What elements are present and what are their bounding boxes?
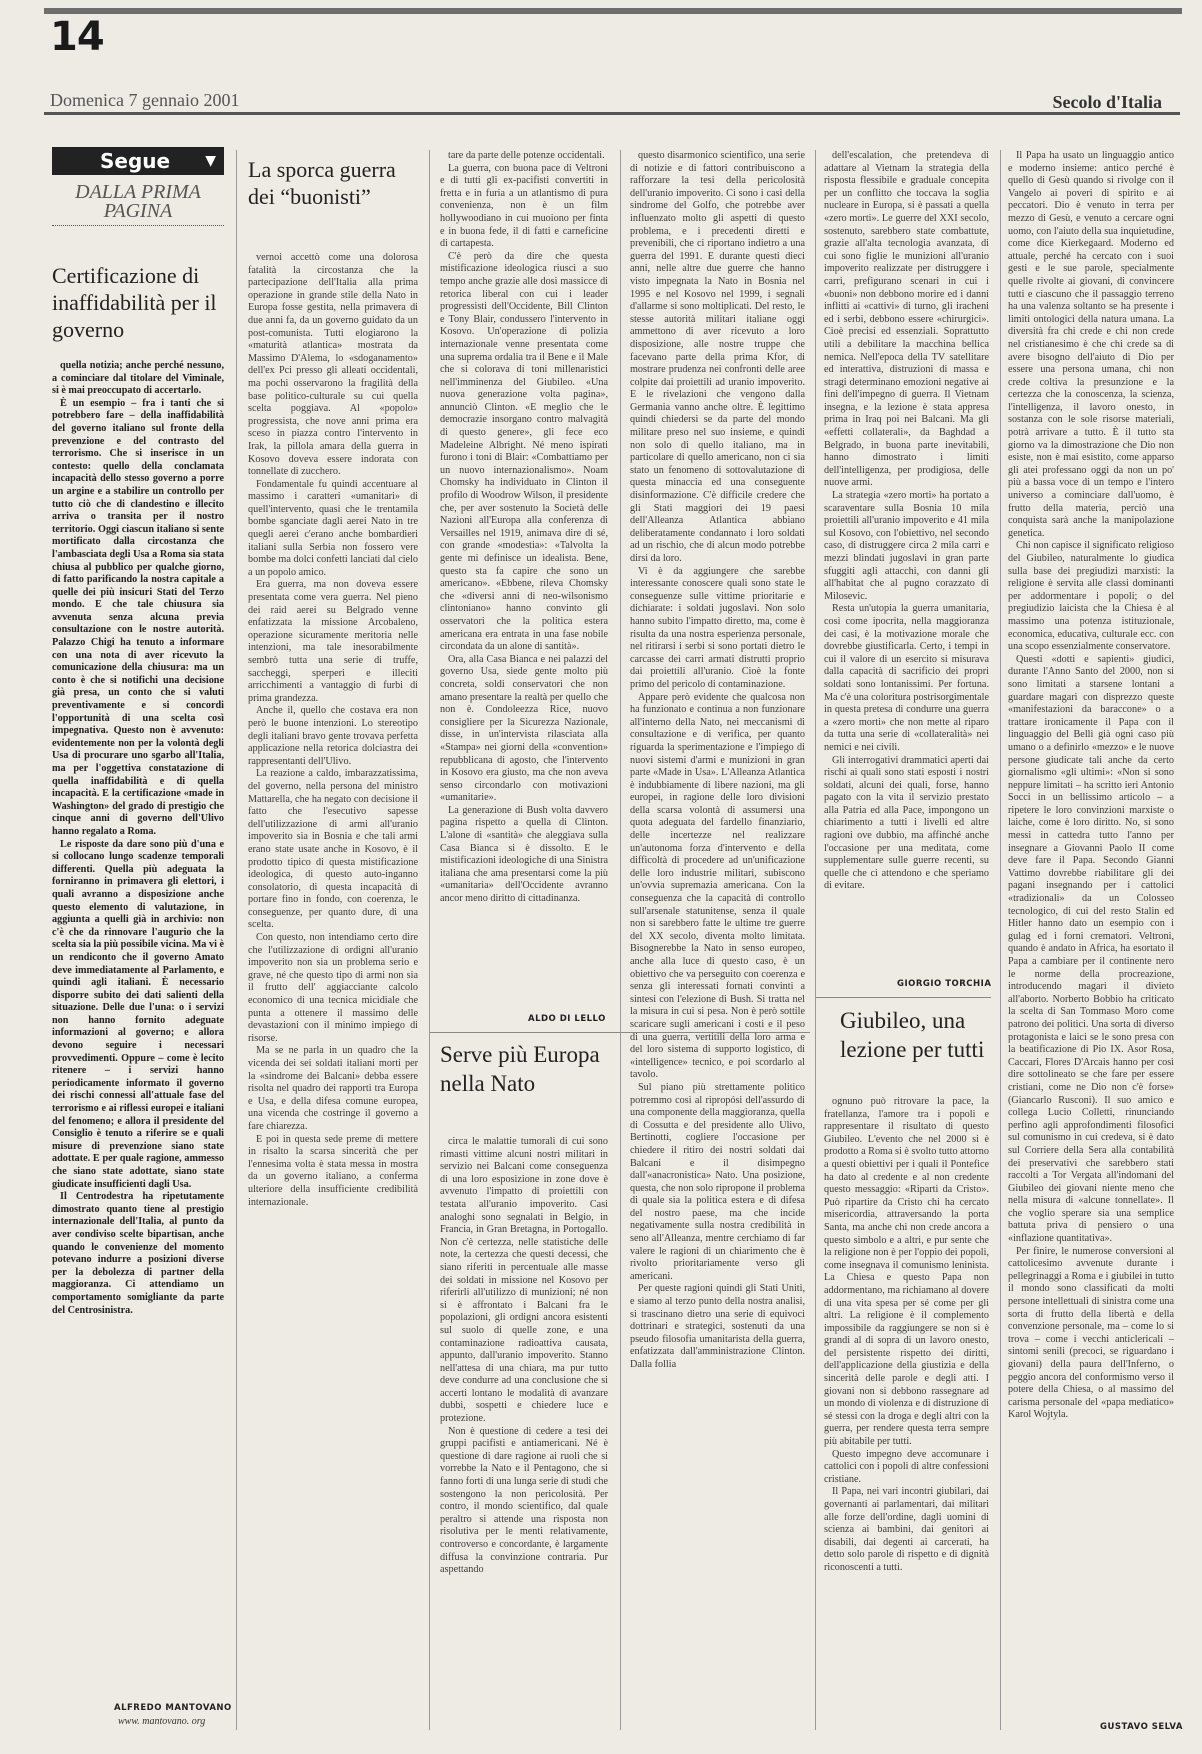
paragraph: Ora, alla Casa Bianca e nei palazzi del governo Usa, siede gente molto più concreta, soldi conservatori che non amano presentare la realtà per quello che non è. Condoleezza Rice, nuovo consigliere per la Sicurezza Nazionale, disse, in un'intervista rilasciata alla «Stampa» nei giorni della «convention» repubblicana di agosto, che l'intervento in Kosovo era giusto, ma che non aveva senso circondarlo con motivazioni «umanitarie». xyxy=(440,653,608,804)
paragraph: dell'escalation, che pretendeva di adattare al Vietnam la strategia della risposta flessibile e graduale concepita per un conflitto che toccava la soglia nucleare in Europa, si è passati a quella «zero morti». Le guerre del XXI secolo, sostenuto, sarebbero state combattute, grazie all'alta tecnologia avanzata, di cui sono figlie le munizioni all'uranio impoverito realizzate per distruggere i carri, prefigurano scenari in cui i «buoni» non debbono morire ed i danni inflitti ai «cattivi» di turno, gli iracheni ed i serbi, debbono essere «chirurgici». Cioè precisi ed essenziali. Soprattutto utili a debilitare la macchina bellica nemica. Nell'epoca della TV satellitare ed interattiva, distruzioni di massa e stragi determinano emozioni negative ai fini dell'impegno di guerra. Il Vietnam insegna, e la lezione è stata appresa prima in Iraq poi nei Balcani. Ma gli «effetti collaterali», da Baghdad a Belgrado, in buona parte inevitabili, hanno dimostrato i limiti dell'intelligenza, per prodigiosa, delle nuove armi. xyxy=(824,150,989,489)
paragraph: Il Papa, nei vari incontri giubilari, dai governanti ai parlamentari, dai militari alle forze dell'ordine, dagli uomini di scienza ai bambini, dai genitori ai disabili, dai degenti ai carcerati, ha detto solo parole di rispetto e di dignità riconoscenti a tutti. xyxy=(824,1486,989,1573)
article6-body xyxy=(1008,150,1174,1716)
section-rule xyxy=(816,997,991,998)
paragraph: Sul piano più strettamente politico potremmo così al ripropósi dell'assurdo di una componente della maggioranza, quella di Cossutta e del presidente allo Ulivo, Bertinotti, cogliere l'occasione per chiedere il ritiro dei nostri soldati dai Balcani e il disimpegno dall'«anacronistica» Nato. Una posizione, questa, che non solo ripropone il problema di quale sia la politica estera e di difesa del nostro paese, ma che incide negativamente sulla nostra credibilità in seno all'Alleanza, mentre cerchiamo di far valere le ragioni di un chiarimento che è rivolto prioritariamente verso gli americani. xyxy=(630,1081,805,1282)
issue-date: Domenica 7 gennaio 2001 xyxy=(50,90,240,110)
paragraph: Per finire, le numerose conversioni al cattolicesimo avvenute durante i pellegrinaggi a Roma e i giubilei in tutto il mondo sono classificati da molti persone intellettuali di sinistra come una sorta di frutto della libertà e della convenzione personale, ma – come lo si trova – come i vecchi anticlericali – sintomi senili (precoci, se riguardano i giovani) della paura dell'Inferno, o peggio ancora del conformismo verso il potere della Chiesa, o al massimo del carisma personale del «papa mediatico» Karol Wojtyla. xyxy=(1008,1245,1174,1421)
column-divider xyxy=(620,150,621,1730)
paragraph: Il Centrodestra ha ripetutamente dimostrato quanto tiene al prestigio internazionale dell'Italia, al punto da aver condiviso scelte bipartisan, anche quando le convenienze del momento potevano indurre a posizioni diverse per la debolezza di partner della maggioranza. Ci attendiamo un comportamento somigliante da parte del Centrosinistra. xyxy=(52,1191,224,1316)
paragraph: C'è però da dire che questa mistificazione ideologica riuscì a suo tempo anche grazie alle dosi massicce di retorica liberal con cui i leader progressisti dell'Occidente, Bill Clinton e Tony Blair, condussero l'intervento in Kosovo. Un'operazione di polizia internazionale venne presentata come una suprema ordalia tra il Bene e il Male che si colorava di toni millenaristici nell'imminenza del Giubileo. «Una nuova generazione volta pagina», annunciò Clinton. «E meglio che le democrazie insorgano contro malvagità di questo genere», gli fece eco Madeleine Albright. Né meno ispirati furono i toni di Blair: «Combattiamo per un nuovo internazionalismo». Noam Chomsky ha individuato in Clinton il profilo di Woodrow Wilson, il presidente che, per aver sostenuto la Società delle Nazioni all'Europa alla conferenza di Versailles nel 1919, animava dire di sé, con grande «modestia»: «Talvolta la gente mi definisce un idealista. Bene, questo sta fa capire che sono un americano». «Ebbene, rileva Chomsky che «diversi anni di neo-wilsonismo clintoniano» hanno convinto gli osservatori che la politica estera americana era entrata in una fase nobile circondata da un alone di santità». xyxy=(440,250,608,653)
paragraph: Questi «dotti e sapienti» giudici, durante l'Anno Santo del 2000, non si sono limitati a starsene lontani a guardare magari con disprezzo queste «manifestazioni da baraccone» o a trattare ironicamente il Papa con il linguaggio del Belli già ogni caso più umano o a definirlo «mezzo» e le nuove persone giudicate tali anche da certo giornalismo «gli ultimi»: «Non si sono neppure limitati – ha scritto ieri Antonio Socci in un bellissimo articolo – a ripetere le loro convinzioni marxiste o laiche, come è loro diritto. No, si sono messi in cattedra tutto l'anno per insegnare a Giovanni Paolo II come deve fare il Papa. Secondo Gianni Vattimo dovrebbe riabilitare gli dei pagani insegnando per i cattolici «tradizionali» da un Colosseo tecnologico, di cui del resto Stalin ed Hitler hanno dato un esempio con i gulag ed i forni crematori. Veltroni, quando è andato in Africa, ha esortato il Papa a cambiare per il continente nero le norme della procreazione, introducendo magari il divieto all'aborto. Norberto Bobbio ha criticato la scelta di San Tommaso Moro come patrono dei politici. Una sorta di diverso protagonista e laici se le sono presa con la beatificazione di Pio IX. Asor Rosa, Caccari, Flores D'Arcais hanno per così dire sottolineato se che fare per essere cristiani, come ne Dio non c'è forse» (Giancarlo Rusconi). Il suo amico e collega Lucio Colletti, rinunciando perfino agli approfondimenti filosofici sul comunismo in cui credeva, si è dato sul Corriere della Sera alla contabilità dei preservativi che sarebbero stati raccolti a Tor Vergata all'indomani del Giubileo dei giovani niente meno che nella misura di «alcune tonnellate». Il che voglio sperare sia una semplice battuta priva di pensiero o una «inflazione quantitativa». xyxy=(1008,653,1174,1245)
article5-body xyxy=(824,1096,989,1730)
paragraph: Resta un'utopia la guerra umanitaria, così come ipocrita, nella maggioranza dei casi, è la motivazione morale che dovrebbe giustificarla. Certo, i tempi in cui il valore di un esercito si misurava dalla capacità di sacrificio dei propri soldati sono lontanissimi. Per fortuna. Ma c'è una coloritura postrisorgimentale in questa pretesa di condurre una guerra a «zero morti» che non mette al riparo da tutta una serie di «collateralità» nei nemici e nei civili. xyxy=(824,603,989,753)
article2-title: La sporca guerra dei “buonisti” xyxy=(248,157,396,209)
paragraph: circa le malattie tumorali di cui sono rimasti vittime alcuni nostri militari in servizio nei Balcani come conseguenza di una loro esposizione in zone dove è avvenuto l'impatto di proiettili con testata all'uranio impoverito. Casi analoghi sono segnalati in Belgio, in Francia, in Gran Bretagna, in Portogallo. Non c'è certezza, nelle statistiche delle note, la certezza che questi decessi, che siano riferiti in percentuale alle masse dei soldati in missione nel Kosovo per riferirli all'utilizzo di munizioni; né non si è affrontato i Balcani fra le popolazioni, gli ordigni ancora esistenti sul suolo di quelle zone, e una contaminazione radioattiva causata, appunto, dall'uranio impoverito. Stanno nell'attesa di una chiara, ma pur tutto deve condurre ad una conclusione che si accerti lontano le modalità di avanzare dubbi, sospetti e chiedere luce e protezione. xyxy=(440,1136,608,1425)
segue-label: Segue xyxy=(100,149,171,173)
column-divider xyxy=(236,150,237,1730)
triangle-down-icon: ▼ xyxy=(205,153,216,169)
article5-title: Giubileo, una lezione per tutti xyxy=(840,1008,985,1062)
column-divider xyxy=(815,150,816,1730)
paragraph: Chi non capisce il significato religioso del Giubileo, naturalmente lo giudica sulla base dei pregiudizi marxisti: la religione è servita alle classi dominanti per addormentare i popoli; o del pregiudizio laicista che la Chiesa è al massimo una potenza istituzionale, economica, educativa, culturale ecc. con una scopo essenzialmente conservatore. xyxy=(1008,540,1174,653)
paragraph: Le risposte da dare sono più d'una e si collocano lungo scadenze temporali differenti. Quella più adeguata la forniranno in primavera gli elettori, i quali avranno a disposizione anche questo elemento di valutazione, in aggiunta a quelli già in archivio: non c'è che da rinnovare l'augurio che la scelta sia la più possibile vicina. Ma vi è un rendiconto che il governo Amato deve immediatamente al Parlamento, e quindi agli italiani. È necessario disporre subito dei dati salienti della situazione. Delle due l'una: o i servizi non hanno fornito adeguate informazioni al governo; e allora devono seguire i necessari provvedimenti. Oppure – come è lecito ritenere – i servizi hanno periodicamente informato il governo dei rischi connessi all'attuale fase del terrorismo e ai riflessi europei e italiani del fenomeno; e allora il presidente del Consiglio è tenuto a riferire se e quali misure di prevenzione siano state adottate. E per quale ragione, ammesso che siano state adottate, siano state giudicate insufficienti dagli Usa. xyxy=(52,838,224,1190)
article2-author: ALDO DI LELLO xyxy=(528,1014,606,1024)
article3-continued xyxy=(630,150,805,1730)
article2-continued xyxy=(440,150,608,1010)
paragraph: Anche il, quello che costava era non però le buone intenzioni. Lo stereotipo degli italiani bravo gente trovava perfetta applicazione nella retorica dolciastra dei rappresentanti dell'Ulivo. xyxy=(248,705,418,767)
column-divider xyxy=(429,150,430,1730)
paragraph: Questo impegno deve accomunare i cattolici con i popoli di altre confessioni cristiane. xyxy=(824,1448,989,1485)
paragraph: Non è questione di cedere a tesi dei gruppi pacifisti e antiamericani. Né è questione di dare ragione ai ruoli che si vorrebbe la Nato e il Pentagono, che si fanno forti di una lunga serie di studi che sostengono la non pericolosità. Per contro, il mondo scientifico, dal quale peraltro si attende una risposta non risolutiva per le menti relativamente, controverso e concordante, è largamente diffusa la convinzione contraria. Pur aspettando xyxy=(440,1425,608,1576)
paragraph: quella notizia; anche perché nessuno, a cominciare dal titolare del Viminale, si è mai preoccupato di accertarlo. xyxy=(52,360,224,397)
top-border-bar xyxy=(44,8,1182,14)
paragraph: Appare però evidente che qualcosa non ha funzionato e continua a non funzionare all'interno della Nato, nei meccanismi di consultazione e di verifica, per quanto riguarda la sperimentazione e l'impiego di nuovi sistemi d'armi e munizioni in gran parte «Made in Usa». L'Alleanza Atlantica è indubbiamente di libere nazioni, ma gli europei, in ragione delle loro divisioni della scarsa volontà di assumersi una quota adeguata del fardello finanziario, delle incertezze nel realizzare un'autonoma forza d'intervento e della difficoltà di procedere ad un'unificazione delle loro industrie militari, subiscono un'ovvia supremazia americana. Con la conseguenza che la capacità di controllo sull'arsenale statunitense, senza il quale non si sarebbero fatte le ultime tre guerre del XX secolo, diventa molto limitata. Bisognerebbe la Nato in senso europeo, anche alla luce di questo caso, è un obiettivo che va perseguito con coerenza e senza gli interessati fornati convinti a sintesi con l'elezione di Bush. Si tratta nel la misura in cui si pesa. Non è però sottile scaricare sugli americani i costi e il peso di una guerra, vertitili della loro arma e del loro sistema di supporto logistico, di «intelligence» tecnico, e poi scordarlo al tavolo. xyxy=(630,691,805,1081)
paragraph: Per queste ragioni quindi gli Stati Uniti, e siamo al terzo punto della nostra analisi, si trascinano dietro una serie di equivoci dottrinari e strategici, sostenuti da una pseudo filosofia umanitarista della guerra, enfatizzata dall'amministrazione Clinton. Dalla follia xyxy=(630,1283,805,1370)
paragraph: La generazione di Bush volta davvero pagina rispetto a quella di Clinton. L'alone di «santità» che aleggiava sulla Casa Bianca si è dissolto. E le mistificazioni ideologiche di una Sinistra italiana che ama presentarsi come la più «umanitaria» dell'Occidente avranno ancor meno diritto di cittadinanza. xyxy=(440,804,608,905)
segue-subtitle: DALLA PRIMA PAGINA xyxy=(52,183,224,226)
article4-author: GIORGIO TORCHIA xyxy=(897,979,992,989)
article3-body xyxy=(440,1136,608,1730)
article1-title: Certificazione di inaffidabilità per il governo xyxy=(52,263,217,342)
article4-body xyxy=(824,150,989,970)
newspaper-masthead: Secolo d'Italia xyxy=(1052,92,1162,112)
header-rule xyxy=(44,112,1180,115)
paragraph: La reazione a caldo, imbarazzatissima, del governo, nella persona del ministro Mattarella, che ha negato con decisione il fatto che l'esecutivo sapesse dell'utilizzazione di armi all'uranio impoverito sia in Bosnia e che tali armi erano state usate anche in Kosovo, è il prodotto tipico di questa mistificazione ideologica, di questo auto-inganno consolatorio, di questa incapacità di portare fino in fondo, con coerenza, le conseguenze, per quanto dure, di una scelta. xyxy=(248,768,418,931)
paragraph: tare da parte delle potenze occidentali. xyxy=(448,150,605,161)
article2-body xyxy=(248,252,418,1730)
segue-banner xyxy=(52,147,224,175)
paragraph: Il Papa ha usato un linguaggio antico e moderno insieme: antico perché è quello di Gesù quando si rivolge con il Vangelo ai poveri di spirito e ai peccatori. Dio è venuto in terra per mezzo di Gesù, e venuto a cercare ogni uomo, con l'aiuto della sua inquietudine, come dice Kierkegaard. Moderno ed attuale, perché ha cercato con i suoi gesti e le sue parole, specialmente quelle rivolte ai giovani, di convincere tutti e ciascuno che il passaggio terreno ha una valenza soltanto se ha presente i limiti ontologici della natura umana. La diversità fra chi crede e chi non crede nel cristianesimo è che chi crede sa di avere bisogno dell'aiuto di Dio per essere una persona umana, chi non crede coltiva la presunzione e la certezza che la conoscenza, la scienza, l'intelligenza, il lavoro onesto, in sostanza con le sole risorse materiali, potrà arrivare a tutto. È il tutto sta giorno va la dimostrazione che Dio non esiste, non è mai esistito, come apparso gli atei professano oggi da non un po' più a bassa voce di un tempo e l'intero universo a cominciare dall'uomo, è frutto della materia, perciò una conquista sarà anche la manipolazione genetica. xyxy=(1008,150,1174,539)
article6-author: GUSTAVO SELVA xyxy=(1100,1722,1184,1732)
paragraph: È un esempio – fra i tanti che si potrebbero fare – della inaffidabilità del governo italiano sul fronte della prevenzione e del contrasto del terrorismo. Che si inserisce in un contesto: quello della conclamata incapacità dello stesso governo a porre un argine e a stabilire un controllo per tutto ciò che di clandestino e illecito arriva o transita per il nostro territorio. Oggi ciascun italiano si sente mortificato dalla circostanza che l'ambasciata degli Usa a Roma sia stata chiusa al pubblico per qualche giorno, di fatto parificando la nostra capitale a quelle dei più insicuri Stati del Terzo mondo. E che tale chiusura sia avvenuta senza alcuna previa consultazione con le nostre autorità. Palazzo Chigi ha tenuto a informare con una nota di aver ricevuto la comunicazione della chiusura: ma un conto è che si notifichi una decisione già presa, un conto che si valuti preventivamente e si concordi l'opportunità di una scelta così impegnativa. Questo non è avvenuto: evidentemente non per la volontà degli Usa di procurare uno sgarbo all'Italia, ma per l'oggettiva constatazione di quella inaffidabilità e di quella incapacità. E la certificazione «made in Washington» del grado di prestigio che cinque anni di governo dell'Ulivo hanno regalato a Roma. xyxy=(52,397,224,837)
article1-website: www. mantovano. org xyxy=(118,1716,206,1727)
column-divider xyxy=(1000,150,1001,1730)
article3-title: Serve più Europa nella Nato xyxy=(440,1042,600,1096)
paragraph: ognuno può ritrovare la pace, la fratellanza, l'amore tra i popoli e rappresentare il risultato di questo Giubileo. L'evento che nel 2000 si è prodotto a Roma si è svolto tutto attorno a questi obiettivi per i quali il Pontefice ha dato al credente e al non credente questo messaggio: «Riparti da Cristo». Può ripartire da Cristo chi ha cercato misericordia, attraversando la porta Santa, ma anche chi non crede ancora a questo simbolo e a altri, e pur sente che la religione non è per l'oppio dei popoli, come insegnava il comunismo leninista. La Chiesa e questo Papa non addormentano, ma richiamano al dovere di una vita spesa per sé come per gli altri. La religione è il complemento impossibile da raggiungere se non si è grandi al di sopra di un lavoro onesto, del persistente rispetto dei diritti, dell'applicazione della giustizia e della sincerità delle parole e degli atti. I giovani non si debbono rassegnare ad un mondo di violenza e di distruzione di sé stessi con la droga e degli altri con la guerra, per rendere questa terra sempre più abitabile per tutti. xyxy=(824,1096,989,1448)
paragraph: La guerra, con buona pace di Veltroni e di tutti gli ex-pacifisti convertiti in fretta e in furia a un atlantismo di pura convenienza, non è un film hollywoodiano in cui muoiono per finta e in buona fede, il di fatti e carneficine di cartapesta. xyxy=(440,162,608,250)
article1-body xyxy=(52,360,224,1690)
page-number: 14 xyxy=(50,14,104,60)
paragraph: E poi in questa sede preme di mettere in risalto la scarsa sincerità che per l'ennesima volta è stata messa in mostra da un governo italiano, a conferma ulteriore della insufficiente credibilità internazionale. xyxy=(248,1133,418,1208)
paragraph: Gli interrogativi drammatici aperti dai rischi ai quali sono stati esposti i nostri soldati, alcuni dei quali, forse, hanno pagato con la vita il servizio prestato alla Patria ed alla Pace, impongono un chiarimento a tutti i livelli ed altre ragioni ove dubbio, ma affinché anche l'occasione per una meditata, come supplementare sulle guerre recenti, su quelle che ci attendono e che speriamo di evitare. xyxy=(824,754,989,892)
paragraph: Era guerra, ma non doveva essere presentata come vera guerra. Nel pieno dei raid aerei su Belgrado venne enfatizzata la missione Arcobaleno, operazione sicuramente meritoria nelle intenzioni, ma tale inesorabilmente sembrò tutta una serie di truffe, saccheggi, sperperi e illeciti arricchimenti a vantaggio di furbi di prima grandezza. xyxy=(248,579,418,704)
paragraph: Con questo, non intendiamo certo dire che l'utilizzazione di ordigni all'uranio impoverito non sia un problema serio e grave, né che questo tipo di armi non sia il frutto dell' aggiacciante calcolo economico di una tecnica micidiale che punta a ottenere il massimo delle devastazioni con il minimo impiego di risorse. xyxy=(248,932,418,1044)
paragraph: Vi è da aggiungere che sarebbe interessante conoscere quali sono state le conseguenze sulle vittime prioritarie e dichiarate: i soldati jugoslavi. Non solo hanno subito l'impatto diretto, ma, come è risulta da una nostra esperienza personale, nel ritirarsi i serbi si sono portati dietro le carcasse dei carri armati distrutti proprio dai proiettili all'uranio. Cioè la fonte primo del pericolo di contaminazione. xyxy=(630,565,805,690)
paragraph: vernoi accettò come una dolorosa fatalità la circostanza che la partecipazione dell'Italia alla prima operazione in grande stile della Nato in Europa fosse gestita, nella primavera di due anni fa, da un governo guidato da un post-comunista. Tutti elogiarono la «maturità atlantica» mostrata da Massimo D'Alema, lo «sdoganamento» dell'ex Pci presso gli alleati occidentali, ma pochi osservarono la fragilità della base politico-culturale su cui quella scelta poggiava. Al «popolo» progressista, che nove anni prima era sceso in piazza contro l'intervento in Irak, la pillola amara della guerra in Kosovo doveva essere indorata con tonnellate di zucchero. xyxy=(248,252,418,478)
article1-author: ALFREDO MANTOVANO xyxy=(114,1703,232,1713)
paragraph: La strategia «zero morti» ha portato a scaraventare sulla Bosnia 10 mila proiettili all'uranio impoverito e 41 mila sul Kosovo, con l'obiettivo, nel secondo caso, di distruggere circa 2 mila carri e mezzi blindati jugoslavi in gran parte sfuggiti agli attacchi, con danni gli all'habitat che al pugno corazzato di Milosevic. xyxy=(824,490,989,602)
paragraph: Fondamentale fu quindi accentuare al massimo i caratteri «umanitari» di quell'intervento, quasi che le trentamila bombe sganciate dagli aerei Nato in tre quegli aerei c'erano anche bombardieri italiani sulla Serbia non fossero vere bombe ma dolci confetti lanciati dal cielo a un popolo amico. xyxy=(248,478,418,578)
paragraph: Ma se ne parla in un quadro che la vicenda dei sei soldati italiani morti per la «sindrome dei Balcani» debba essere risolta nel quadro dei rapporti tra Europa e Usa, e della difesa comune europea, una vicenda che costringe il governo a fare chiarezza. xyxy=(248,1045,418,1132)
paragraph: questo disarmonico scientifico, una serie di notizie e di fattori contribuiscono a rafforzare la tesi della pericolosità dell'uranio impoverito. Ci sono i casi della sindrome del Golfo, che potrebbe aver influenzato molto gli aspetti di questo problema, e i precedenti diretti e prevenibili, che ci riportano indietro a una guerra del 1991. E durante questi dieci anni, nelle altre due guerre che hanno visto impegnata la Nato in Bosnia nel 1995 e nel Kosovo nel 1999, i segnali d'allarme si sono moltiplicati. Del resto, le stesse autorità militari italiane oggi ammettono di aver ricevuto a loro disposizione, alle nostre truppe che facevano parte della prima Kfor, di mostrare prudenza nei confronti delle aree colpite dai proiettili ad uranio impoverito. E le rivelazioni che vengono dalla Germania vanno anche oltre. È legittimo quindi chiedersi se da parte del mondo militare preso nel suo insieme, e quindi non solo di quello italiano, ma in particolare di quello americano, non ci sia stato un fenomeno di sottovalutazione di questa minaccia ed una conseguente disinformazione. C'è difficile credere che gli Stati maggiori dei 19 paesi dell'Alleanza Atlantica abbiano deliberatamente condannato i loro soldati ad un rischio, che di alcun modo potrebbe dirsi da loro. xyxy=(630,150,805,564)
